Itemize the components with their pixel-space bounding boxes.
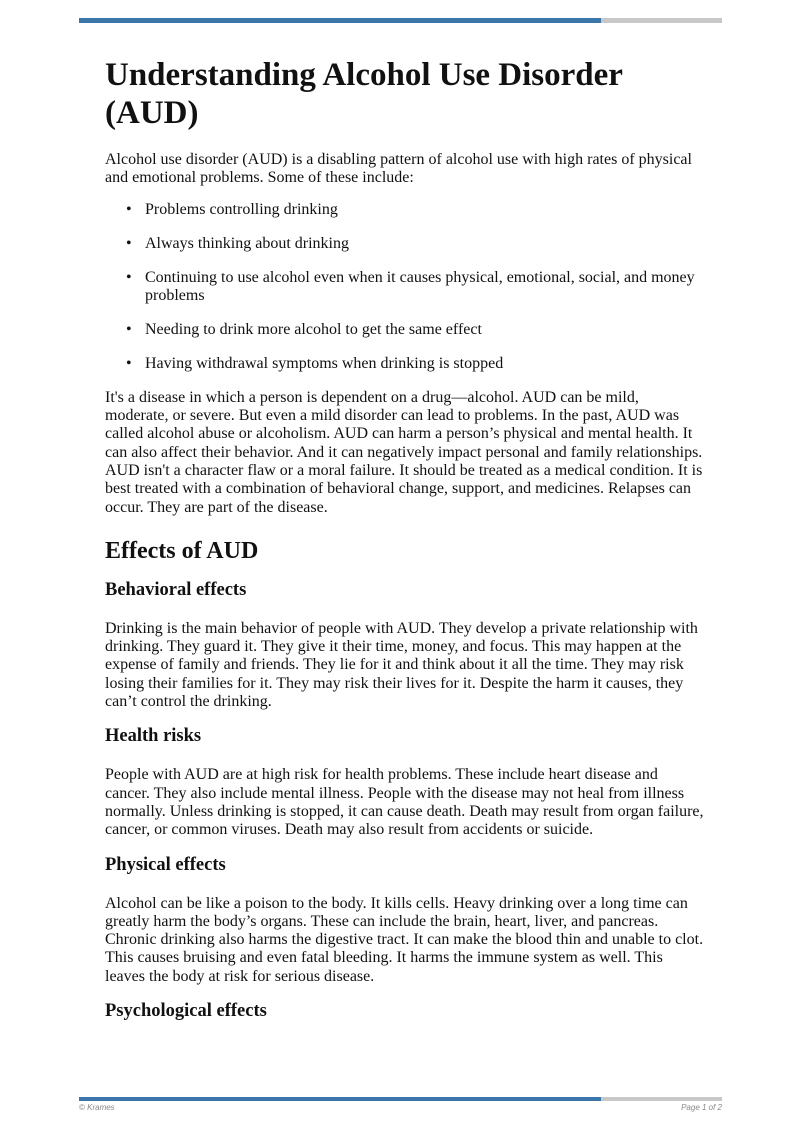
bottom-rule [79, 1097, 722, 1101]
health-paragraph: People with AUD are at high risk for health problems. These include heart disease and cancer. They also include mental illness. People with the disease may not heal from illness normally. Unless drinking is stopped, it can cause death. Death may result from organ failure, cancer, or common viruses. Death may also result from accidents or suicide. [105, 766, 704, 839]
bullet-icon: • [126, 268, 132, 286]
document-title: Understanding Alcohol Use Disorder (AUD) [105, 57, 623, 131]
behavioral-paragraph: Drinking is the main behavior of people with AUD. They develop a private relationship with drinking. They guard it. They give it their time, money, and focus. This may happen at the expense of family and friends. They lie for it and think about it all the time. They may risk losing their families for it. They may risk their lives for it. Despite the harm it causes, they can’t control the drinking. [105, 619, 698, 711]
list-item: • Continuing to use alcohol even when it causes physical, emotional, social, and money problems [126, 268, 695, 304]
top-rule [79, 18, 722, 23]
symptom-list [105, 201, 705, 374]
list-item: • Problems controlling drinking [126, 200, 338, 218]
list-item: • Always thinking about drinking [126, 234, 349, 252]
footer-page-number: Page 1 of 2 [681, 1103, 722, 1112]
bullet-icon: • [126, 234, 132, 252]
physical-paragraph: Alcohol can be like a poison to the body. It kills cells. Heavy drinking over a long time can greatly harm the body’s organs. These can include the brain, heart, liver, and pancreas. Chronic drinking also harms the digestive tract. It can make the blood thin and unable to clot. This causes bruising and even fatal bleeding. It harms the immune system as well. This leaves the body at risk for serious disease. [105, 894, 704, 985]
document-body [105, 56, 705, 1041]
intro-paragraph: Alcohol use disorder (AUD) is a disabling pattern of alcohol use with high rates of physical and emotional problems. Some of these include: [105, 151, 692, 187]
bullet-icon: • [126, 320, 132, 338]
behavioral-heading: Behavioral effects [105, 579, 247, 600]
footer-copyright: © Krames [79, 1103, 115, 1112]
list-item: • Needing to drink more alcohol to get the same effect [126, 320, 482, 338]
psychological-heading: Psychological effects [105, 1001, 267, 1022]
bullet-icon: • [126, 200, 132, 218]
bullet-icon: • [126, 354, 132, 372]
bottom-rule-accent [79, 1097, 601, 1101]
physical-heading: Physical effects [105, 854, 226, 875]
top-rule-accent [79, 18, 601, 23]
health-heading: Health risks [105, 726, 202, 747]
effects-heading: Effects of AUD [105, 537, 259, 564]
list-item: • Having withdrawal symptoms when drinking is stopped [126, 354, 504, 372]
disease-paragraph: It's a disease in which a person is dependent on a drug—alcohol. AUD can be mild, moderate, or severe. But even a mild disorder can lead to problems. In the past, AUD was called alcohol abuse or alcoholism. AUD can harm a person’s physical and mental health. It can also affect their behavior. And it can negatively impact personal and family relationships. AUD isn't a character flaw or a moral failure. It should be treated as a medical condition. It is best treated with a combination of behavioral change, support, and medicines. Relapses can occur. They are part of the disease. [105, 388, 703, 516]
